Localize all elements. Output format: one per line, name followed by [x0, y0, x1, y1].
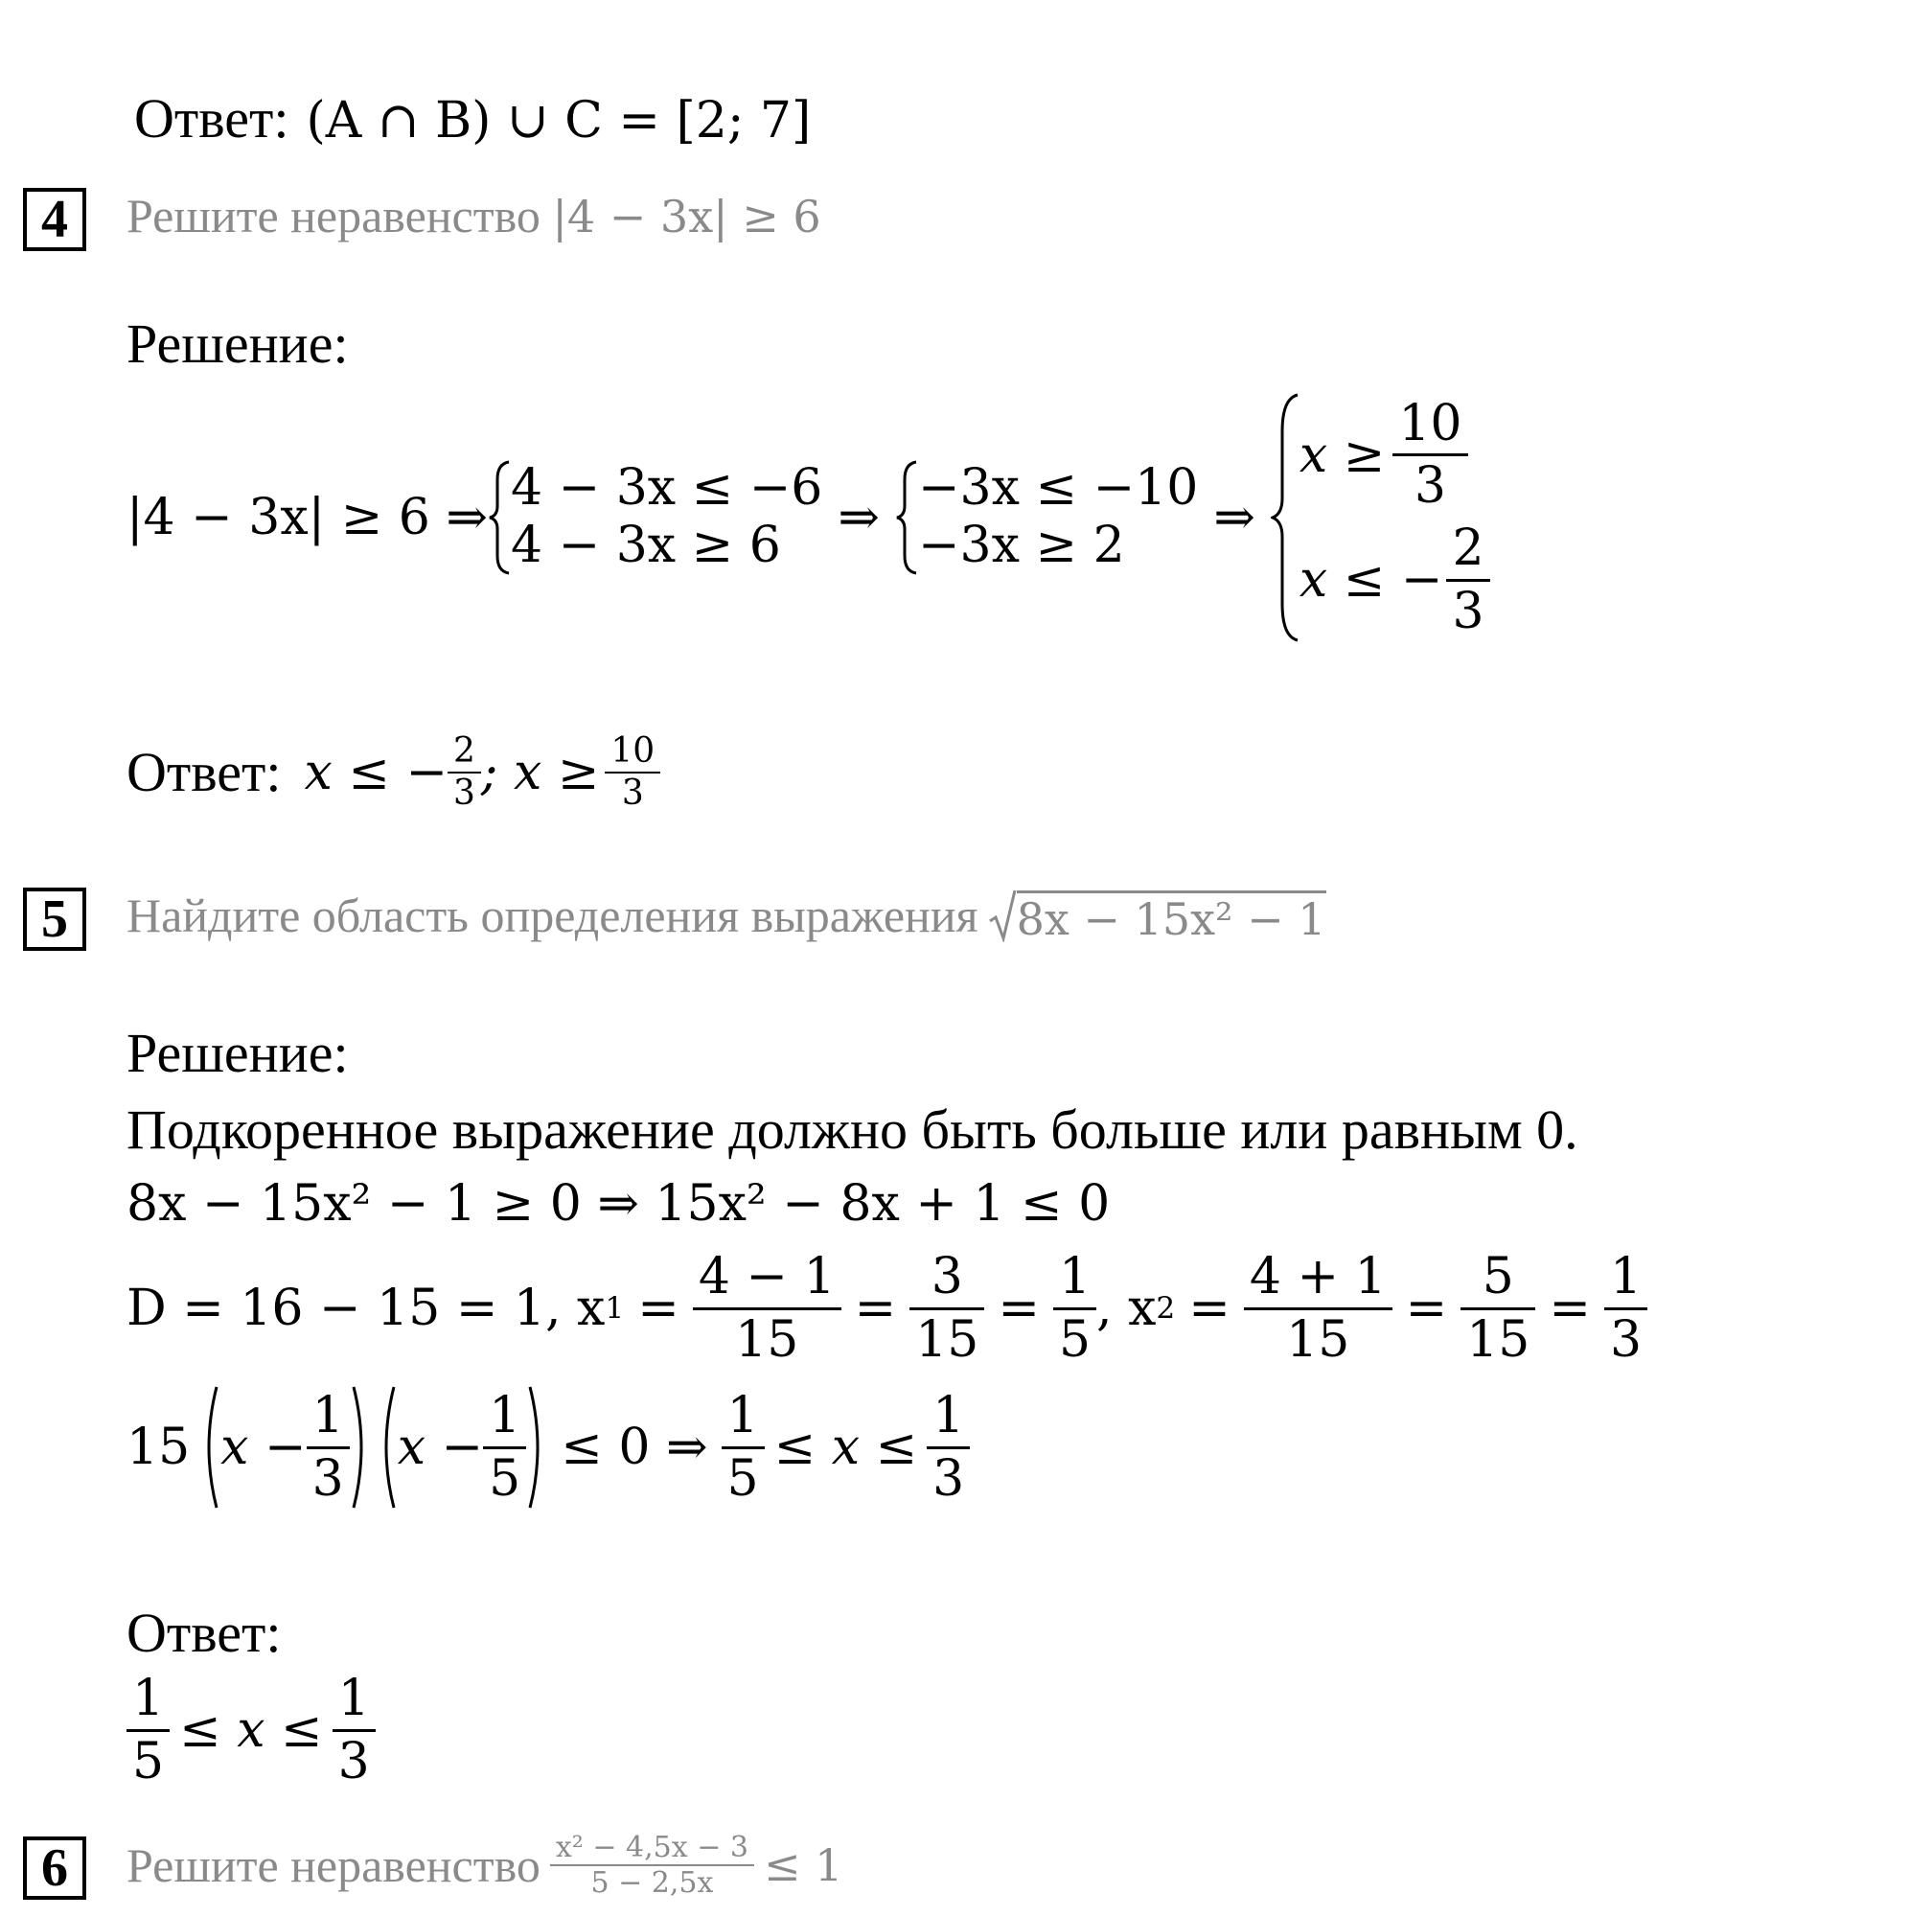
fraction-den: 15 [735, 1310, 799, 1369]
task4-system-3 [1299, 394, 1490, 640]
fraction-den: 5 [132, 1732, 165, 1790]
right-paren-icon [526, 1385, 547, 1510]
fraction-num: 10 [1398, 394, 1462, 452]
task5-answer-label: Ответ: [126, 1602, 282, 1664]
fraction-den: 3 [1609, 1310, 1643, 1369]
task5-line2: 8x − 15x² − 1 ≥ 0 ⇒ 15x² − 8x + 1 ≤ 0 [126, 1175, 1111, 1233]
task6-statement [126, 1819, 842, 1911]
task-number-6: 6 [23, 1836, 86, 1900]
fraction-den: 5 [1058, 1310, 1092, 1369]
top-answer-label: Ответ: [134, 87, 289, 150]
fraction-den: 15 [915, 1310, 979, 1369]
fraction [307, 1386, 350, 1508]
fraction-den: 5 − 2,5x [590, 1866, 714, 1900]
fraction-den: 3 [932, 1449, 965, 1508]
task5-fact-x: x − [220, 1419, 307, 1476]
fraction [927, 1386, 970, 1508]
task4-solution-label: Решение: [126, 312, 349, 375]
task5-solution-label: Решение: [126, 1022, 349, 1084]
task4-statement [126, 188, 821, 243]
fraction [1392, 394, 1467, 516]
fraction-den: 3 [1452, 582, 1484, 640]
implies-arrow: ⇒ [838, 489, 880, 546]
fraction-den: 3 [311, 1449, 344, 1508]
fraction-den: 3 [1414, 457, 1446, 516]
fraction-den: 3 [453, 773, 475, 813]
task4-system-2 [918, 460, 1198, 575]
sqrt-icon [988, 889, 1017, 942]
task5-line1: Подкоренное выражение должно быть больше или равным 0. [126, 1098, 1578, 1161]
task4-sys1-a: 4 − 3x ≤ −6 [510, 459, 823, 518]
fraction-num: 1 [932, 1386, 965, 1444]
task4-lhs: |4 − 3x| ≥ 6 ⇒ [126, 489, 488, 546]
task4-derivation [126, 388, 1490, 647]
fraction [1460, 1247, 1535, 1369]
task5-factorization [126, 1380, 970, 1514]
task4-answer-mid: ; x ≥ [480, 743, 600, 801]
task5-fact-x: x − [397, 1419, 484, 1476]
equals: = [637, 1280, 679, 1337]
fraction [605, 733, 660, 812]
fraction [333, 1669, 376, 1790]
fraction-den: 5 [489, 1449, 521, 1508]
task5-statement [126, 888, 1326, 943]
fraction-num: 2 [1452, 520, 1484, 577]
equals: = [1405, 1280, 1448, 1337]
fraction-num: 1 [1058, 1247, 1092, 1305]
task6-text: Решите неравенство [126, 1838, 540, 1892]
implies-arrow: ⇒ [1213, 489, 1255, 546]
equals: = [1188, 1280, 1230, 1337]
equals: = [998, 1280, 1040, 1337]
task4-sys1-b: 4 − 3x ≥ 6 [510, 517, 781, 574]
fraction-num: 1 [489, 1386, 521, 1444]
task4-system-1 [511, 460, 822, 575]
fraction-den: 15 [1286, 1310, 1350, 1369]
fraction [1604, 1247, 1647, 1369]
fraction-num: 1 [726, 1386, 759, 1444]
fraction [1244, 1247, 1392, 1369]
fraction-den: 5 [726, 1449, 759, 1508]
brace-icon [895, 460, 918, 575]
top-answer [134, 87, 812, 150]
task5-text: Найдите область определения выражения [126, 889, 978, 942]
fraction-den: 15 [1466, 1310, 1530, 1369]
brace-icon [488, 460, 511, 575]
fraction-num: 10 [610, 731, 656, 771]
fraction-num: 5 [1482, 1247, 1514, 1305]
left-paren-icon [377, 1385, 398, 1510]
fraction-den: 3 [621, 773, 644, 813]
fraction-num: x² − 4,5x − 3 [555, 1830, 748, 1864]
equals: = [854, 1280, 897, 1337]
task5-res-mid: ≤ x ≤ [773, 1419, 918, 1476]
fraction-num: 4 + 1 [1249, 1247, 1387, 1305]
fraction-num: 1 [132, 1669, 165, 1727]
fraction-num: 3 [931, 1247, 963, 1305]
task4-answer [126, 733, 660, 812]
fraction [126, 1669, 170, 1790]
equals: = [1549, 1280, 1591, 1337]
task4-answer-lhs: x ≤ − [304, 743, 448, 801]
task4-sys3-b-lhs: x ≤ − [1299, 551, 1443, 610]
fraction-num: 1 [337, 1669, 370, 1727]
task-number-5: 5 [23, 888, 86, 951]
fraction-num: 1 [311, 1386, 344, 1444]
task4-expr: |4 − 3x| ≥ 6 [552, 191, 821, 243]
fraction-num: 2 [453, 731, 475, 771]
task4-sys2-a: −3x ≤ −10 [917, 459, 1199, 518]
task-number-4: 4 [23, 188, 86, 251]
fraction [550, 1830, 754, 1900]
task4-answer-label: Ответ: [126, 740, 282, 803]
fraction [1446, 520, 1489, 640]
fraction-den: 3 [337, 1732, 370, 1790]
task4-text: Решите неравенство [126, 189, 540, 243]
task4-sys2-b: −3x ≥ 2 [917, 517, 1125, 574]
task5-fact-coef: 15 [126, 1419, 191, 1476]
left-paren-icon [199, 1385, 220, 1510]
task5-d-lhs: D = 16 − 15 = 1, x [126, 1280, 606, 1337]
brace-icon [1271, 393, 1300, 642]
fraction-num: 1 [1609, 1247, 1643, 1305]
fraction [722, 1386, 765, 1508]
task5-fact-rel: ≤ 0 ⇒ [561, 1419, 708, 1476]
task5-discriminant: D = 16 − 15 = 1, x 1 = $\frac{4 - 1}{15}$ = $\frac{3}{15}$ = $\frac{1}{5}$ , x 2 = $\frac{4 + 1}{15}$ = $\frac{5}{15}$ = $\frac{1}{3}$ [126, 1241, 1647, 1375]
task4-sys3-a-lhs: x ≥ [1299, 426, 1386, 484]
task5-ans-mid: ≤ x ≤ [179, 1701, 323, 1759]
fraction [693, 1247, 841, 1369]
fraction [909, 1247, 984, 1369]
top-answer-expr: (A ∩ B) ∪ C = [2; 7] [306, 92, 812, 150]
task5-answer [126, 1668, 376, 1792]
fraction [1053, 1247, 1096, 1369]
task6-rel: ≤ 1 [763, 1839, 843, 1891]
task5-expr: 8x − 15x² − 1 [1017, 890, 1326, 941]
fraction-num: 4 − 1 [698, 1247, 836, 1305]
right-paren-icon [350, 1385, 371, 1510]
fraction [448, 733, 481, 812]
fraction [483, 1386, 526, 1508]
task5-comma-x: , x [1096, 1280, 1157, 1337]
